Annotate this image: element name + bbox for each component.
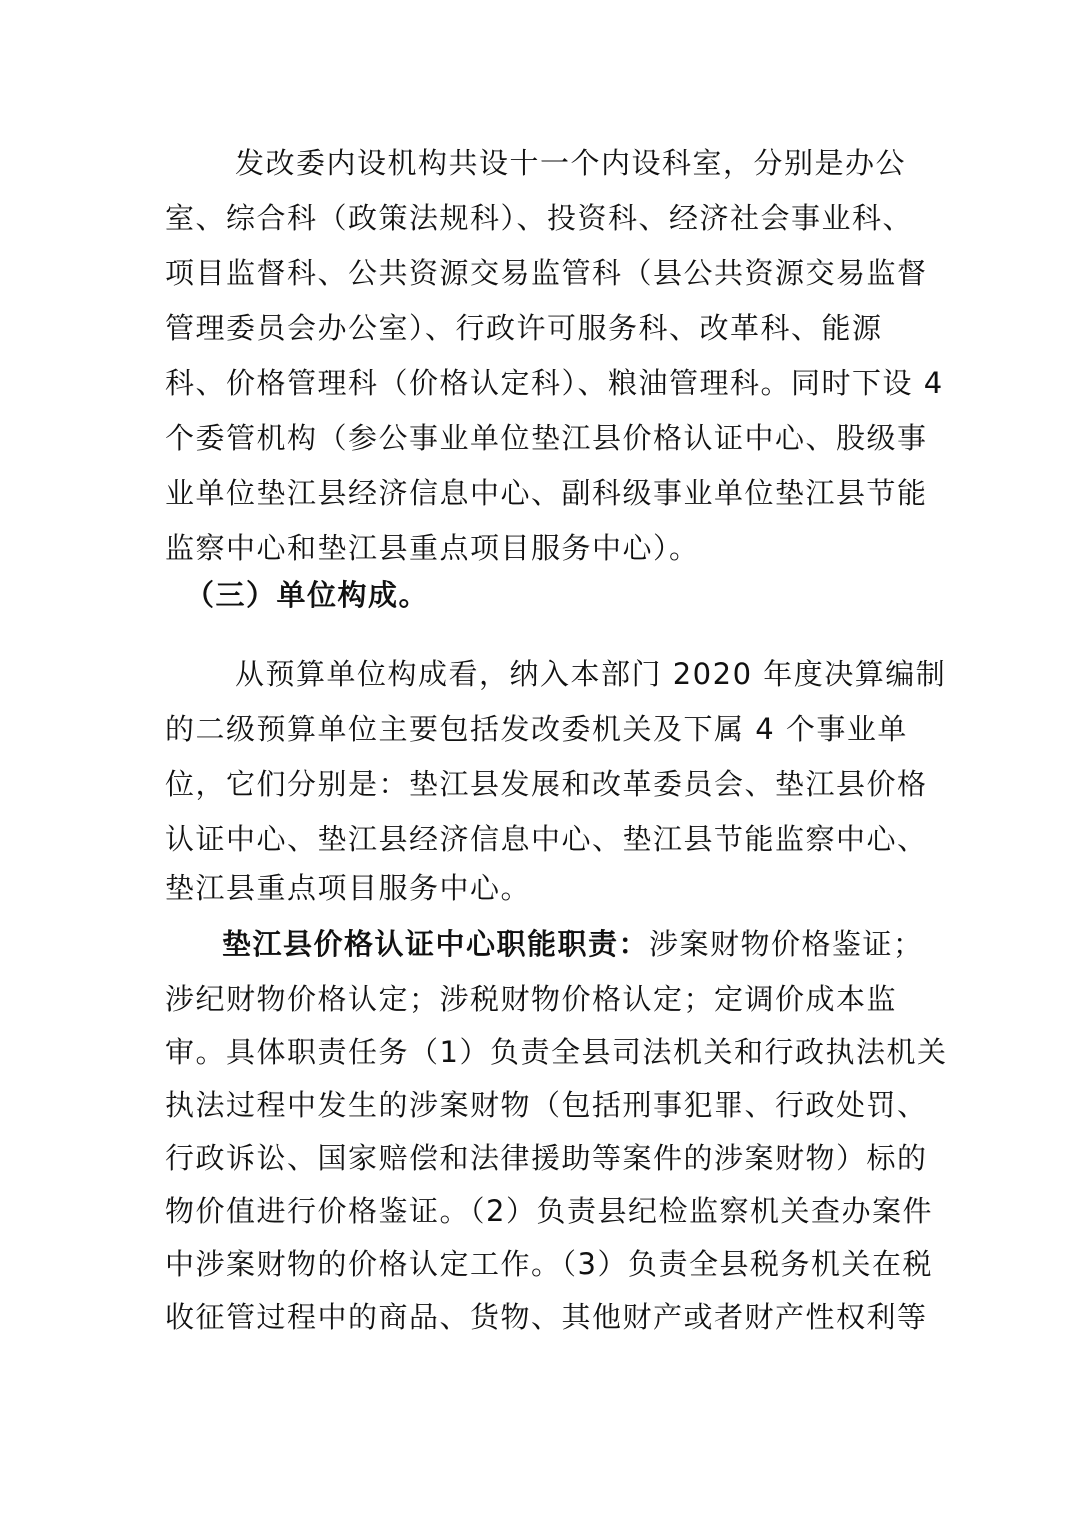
paragraph-2-line-1: 从预算单位构成看，纳入本部门 2020 年度决算编制 (235, 657, 947, 691)
paragraph-2-line-3: 位，它们分别是：垫江县发展和改革委员会、垫江县价格 (165, 767, 928, 801)
paragraph-3-line-3: 审。具体职责任务（1）负责全县司法机关和行政执法机关 (165, 1035, 948, 1069)
paragraph-3-line-4: 执法过程中发生的涉案财物（包括刑事犯罪、行政处罚、 (165, 1088, 928, 1122)
paragraph-2-line-2: 的二级预算单位主要包括发改委机关及下属 4 个事业单 (165, 712, 908, 746)
section-heading: （三）单位构成。 (185, 578, 430, 612)
paragraph-1-line-4: 管理委员会办公室）、行政许可服务科、改革科、能源 (165, 311, 883, 345)
paragraph-2-line-4: 认证中心、垫江县经济信息中心、垫江县节能监察中心、 (165, 822, 928, 856)
paragraph-3-lead-bold: 垫江县价格认证中心职能职责： (222, 927, 650, 961)
paragraph-3-line-6: 物价值进行价格鉴证。（2）负责县纪检监察机关查办案件 (165, 1194, 933, 1228)
paragraph-1-line-6: 个委管机构（参公事业单位垫江县价格认证中心、股级事 (165, 421, 928, 455)
paragraph-2-line-5: 垫江县重点项目服务中心。 (165, 871, 532, 905)
paragraph-3-line-2: 涉纪财物价格认定；涉税财物价格认定；定调价成本监 (165, 982, 898, 1016)
paragraph-1-line-5: 科、价格管理科（价格认定科）、粮油管理科。同时下设 4 (165, 366, 944, 400)
paragraph-1-line-1: 发改委内设机构共设十一个内设科室，分别是办公 (235, 146, 907, 180)
paragraph-3-line-5: 行政诉讼、国家赔偿和法律援助等案件的涉案财物）标的 (165, 1141, 928, 1175)
paragraph-1-line-8: 监察中心和垫江县重点项目服务中心）。 (165, 531, 700, 565)
paragraph-1-line-3: 项目监督科、公共资源交易监管科（县公共资源交易监督 (165, 256, 928, 290)
paragraph-3-line-7: 中涉案财物的价格认定工作。（3）负责全县税务机关在税 (165, 1247, 933, 1281)
paragraph-1-line-2: 室、综合科（政策法规科）、投资科、经济社会事业科、 (165, 201, 914, 235)
paragraph-3-lead-rest: 涉案财物价格鉴证； (649, 927, 924, 961)
paragraph-3-line-8: 收征管过程中的商品、货物、其他财产或者财产性权利等 (165, 1300, 928, 1334)
paragraph-1-line-7: 业单位垫江县经济信息中心、副科级事业单位垫江县节能 (165, 476, 928, 510)
paragraph-3-line-1 (222, 924, 982, 964)
